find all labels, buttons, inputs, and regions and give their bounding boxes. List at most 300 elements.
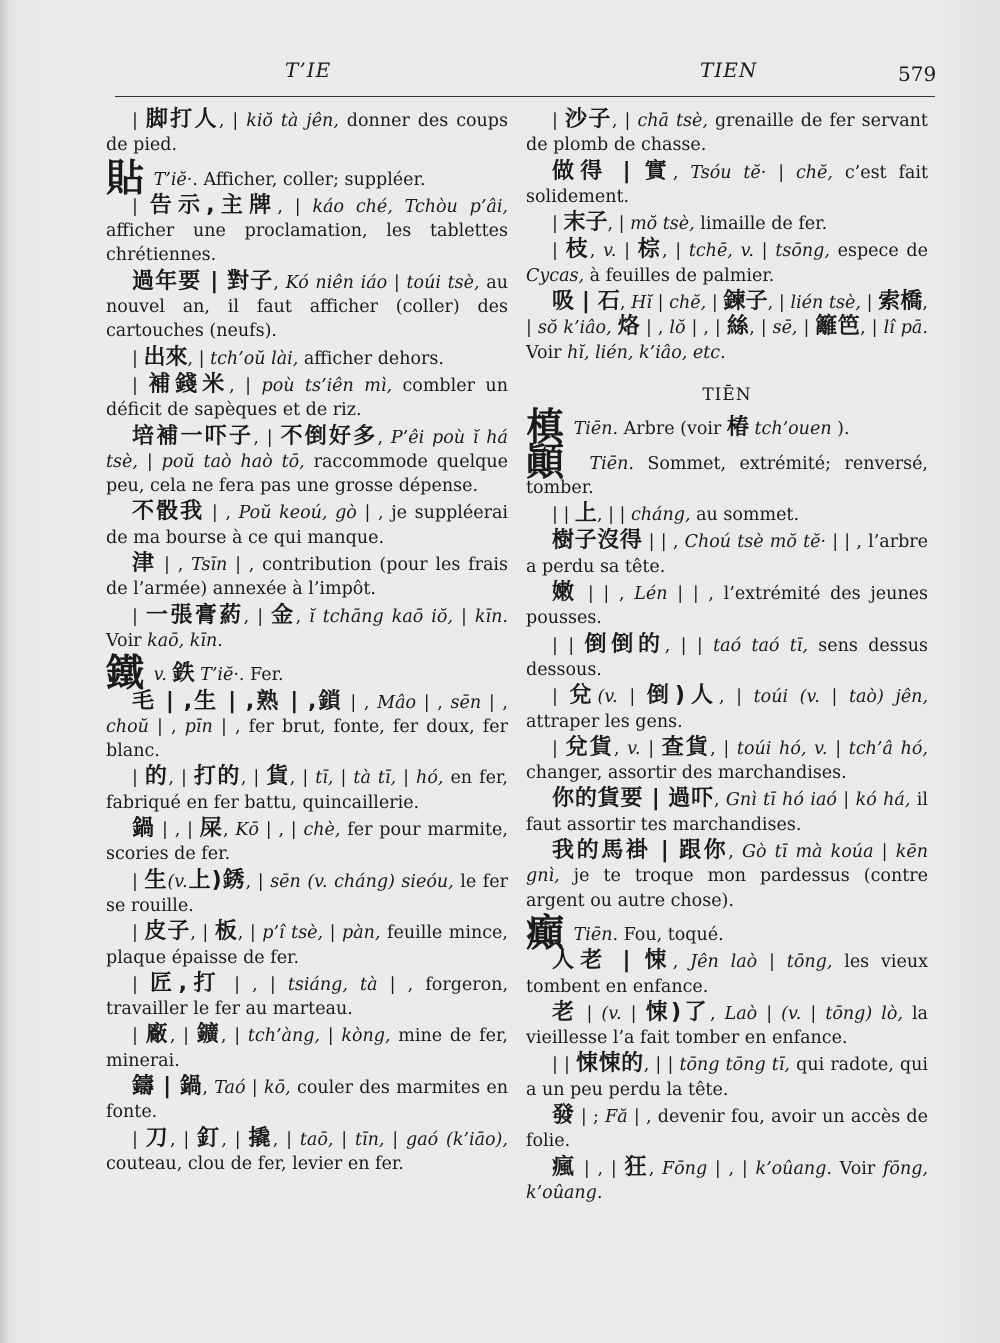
dictionary-entry	[106, 1127, 508, 1177]
chinese-text: 籬笆	[815, 314, 861, 340]
romanization: Mâo	[377, 692, 417, 713]
romanization: Fă	[605, 1106, 628, 1127]
definition-text: |	[757, 1003, 782, 1024]
definition-text: | , fer brut, fonte, fer doux, fer blanc.	[106, 716, 508, 762]
romanization: tà tī,	[353, 768, 397, 789]
romanization: Jên laò	[690, 952, 758, 973]
dictionary-entry	[106, 920, 508, 970]
romanization: Kó niên iáo | toúi tsè,	[285, 272, 480, 293]
chinese-text: 烙	[617, 314, 641, 340]
definition-text: mine de fer, minerai.	[106, 1026, 508, 1071]
definition-text: | , devenir fou, avoir un accès de folie.	[526, 1106, 928, 1152]
definition-text: ,	[619, 293, 632, 314]
chinese-text: 刀	[145, 1125, 170, 1151]
header-rule	[115, 96, 935, 97]
headword-character: 槙	[526, 405, 565, 450]
definition-text: |	[616, 241, 638, 262]
chinese-text: 鍋	[132, 816, 156, 842]
dictionary-entry	[526, 787, 928, 837]
definition-text: , |	[221, 1129, 249, 1150]
romanization: fōng, k’oûang.	[526, 1158, 928, 1203]
romanization: sē,	[772, 318, 798, 339]
definition-text: |	[552, 738, 566, 759]
chinese-text: 鑄 | 鍋	[132, 1073, 203, 1099]
romanization: cháng,	[630, 505, 691, 526]
romanization: poŭ taò haò tō,	[161, 451, 305, 472]
definition-text: donner des coups de pied.	[106, 111, 508, 156]
definition-text: en fer, fabriqué en fer battu, quincaillerie.	[106, 768, 508, 813]
definition-text: |	[323, 923, 343, 944]
definition-text: | ,	[416, 692, 451, 713]
dictionary-entry	[106, 194, 508, 268]
definition-text: , |	[272, 1129, 300, 1150]
definition-text: | ,	[342, 692, 378, 713]
running-header	[0, 58, 1000, 88]
romanization: P’êi poù ĭ há tsè,	[106, 427, 508, 472]
dictionary-entry	[526, 581, 928, 631]
definition-text: Voir	[831, 1158, 883, 1179]
chinese-text: 生	[144, 867, 168, 893]
chinese-text: 貨	[266, 764, 290, 790]
chinese-text: 倒倒的	[584, 631, 665, 657]
definition-text: | , forgeron, travailler le fer au marteau.	[106, 974, 509, 1020]
romanization: tsiáng, tà	[287, 974, 378, 995]
definition-text: |	[245, 1077, 265, 1098]
definition-text: |	[552, 687, 570, 708]
definition-text: Voir	[526, 342, 568, 363]
chinese-text: 悚)了	[645, 999, 711, 1025]
chinese-text: 板	[214, 919, 238, 945]
chinese-text: 不骰我	[132, 499, 205, 525]
dictionary-entry	[526, 290, 928, 365]
dictionary-entry	[106, 817, 508, 867]
definition-text: ,	[295, 606, 310, 627]
definition-text: je te troque mon pardessus (contre argent ou autre chose).	[526, 866, 928, 911]
chinese-text: 人老 | 悚	[552, 948, 673, 974]
romanization: sēn	[450, 692, 482, 713]
definition-text: |	[132, 1026, 146, 1047]
chinese-text: 沙子	[564, 107, 612, 132]
definition-text: |	[819, 687, 849, 708]
definition-text: ,	[273, 272, 286, 293]
romanization: pīn	[184, 716, 213, 737]
definition-text: au sommet.	[690, 505, 800, 526]
romanization: kaō, kīn.	[147, 630, 223, 651]
romanization: Tsīn	[191, 555, 228, 576]
romanization: tch’â hó,	[848, 738, 928, 759]
chinese-text: 嫩	[552, 580, 579, 606]
chinese-text: 兌貨	[565, 734, 614, 760]
romanization: Taó	[214, 1077, 246, 1098]
definition-text: | | ,	[642, 532, 685, 553]
chinese-text: 狂	[624, 1154, 649, 1180]
chinese-text: 培補一吓子	[132, 423, 254, 449]
romanization: tī,	[315, 768, 334, 789]
romanization: pàn,	[342, 923, 381, 944]
definition-text: à feuilles de palmier.	[584, 265, 775, 286]
definition-text: ).	[831, 419, 850, 440]
romanization: kō,	[264, 1077, 291, 1098]
definition-text: au nouvel an, il faut afficher (coller) des cartouches (neufs).	[106, 272, 508, 342]
dictionary-entry	[106, 373, 508, 423]
definition-text: | ,	[204, 503, 239, 524]
definition-text: changer, assortir des marchandises.	[526, 763, 847, 784]
headword-entry	[526, 910, 928, 955]
chinese-text: 瘋	[552, 1154, 577, 1180]
romanization: gaó (k’iāo),	[406, 1129, 508, 1150]
chinese-text: 老	[552, 999, 578, 1025]
definition-text: raccommode quelque peu, cela ne fera pas une grosse dépense.	[106, 451, 508, 497]
definition-text: , | |	[643, 1055, 680, 1076]
dictionary-entry	[526, 211, 928, 236]
definition-text: , |	[170, 1129, 198, 1150]
chinese-text: 釘	[197, 1125, 222, 1151]
romanization: kòng,	[341, 1026, 391, 1047]
definition-text: , |	[168, 768, 194, 789]
romanization: (v.	[781, 1003, 802, 1024]
definition-text	[576, 454, 590, 474]
dictionary-entry	[526, 633, 928, 683]
definition-text: ,	[710, 1003, 725, 1024]
definition-text: , |	[218, 111, 247, 131]
chinese-text: 告示,主牌	[149, 192, 278, 218]
definition-text: ,	[222, 820, 236, 841]
dictionary-entry	[106, 972, 508, 1022]
romanization: Choú tsè mŏ tĕ·	[684, 532, 827, 553]
romanization: ĭ tchāng kaō iŏ,	[309, 606, 453, 627]
romanization: tōng tōng tī,	[679, 1055, 790, 1076]
romanization: chā tsè,	[637, 111, 708, 131]
romanization: Tiēn.	[573, 924, 619, 945]
romanization: taò) jên,	[848, 687, 929, 708]
definition-text: |	[132, 974, 151, 995]
definition-text: | | , l’arbre a perdu sa tête.	[526, 532, 928, 577]
romanization: tsōng,	[775, 241, 830, 262]
romanization: lŏ	[669, 318, 686, 339]
left-column	[106, 108, 508, 1178]
definition-text: ,	[672, 952, 691, 973]
romanization: kīn.	[474, 606, 508, 627]
romanization: Tsóu tĕ·	[690, 162, 767, 183]
definition-text: | , |	[707, 1158, 756, 1179]
definition-text: | , |	[222, 974, 288, 995]
dictionary-entry	[526, 949, 928, 999]
definition-text: ,	[589, 241, 604, 262]
romanization: sŏ k’iâo,	[537, 318, 612, 339]
romanization: tōng) lò,	[825, 1003, 903, 1024]
definition-text: |	[836, 790, 856, 811]
definition-text: | , contribution (pour les frais de l’armée) annexée à l’impôt.	[106, 555, 508, 600]
page-number: 579	[898, 62, 937, 86]
dictionary-entry	[526, 160, 928, 210]
definition-text: | ,	[148, 716, 185, 737]
definition-text: |	[320, 1026, 342, 1047]
romanization: tōng,	[786, 952, 833, 973]
dictionary-entry	[106, 1023, 508, 1073]
headword-character: 癲	[526, 910, 565, 955]
dictionary-entry	[526, 1052, 928, 1102]
definition-text: , |	[253, 427, 281, 448]
romanization: sēn (v. cháng) sieóu,	[270, 871, 454, 892]
definition-text: espece de	[829, 241, 928, 262]
romanization: T’iĕ·	[200, 665, 239, 686]
definition-text: |	[132, 923, 145, 944]
chinese-text: 的	[144, 764, 169, 790]
definition-text: | , |	[576, 1158, 625, 1179]
romanization: (v.	[167, 871, 188, 892]
dictionary-entry	[526, 1156, 928, 1206]
definition-text: |	[706, 293, 724, 314]
chinese-text: 鉄	[172, 661, 195, 687]
romanization: mŏ tsè,	[630, 214, 695, 235]
dictionary-entry	[526, 736, 928, 786]
definition-text: |	[132, 768, 145, 789]
definition-text: | , |	[155, 820, 200, 841]
chinese-text: 一張膏葯	[145, 602, 244, 628]
definition-text: , |	[190, 923, 215, 944]
definition-text: |	[753, 241, 776, 262]
chinese-text: 悚悚的	[576, 1051, 644, 1077]
definition-text: |	[132, 606, 146, 627]
definition-text: | , |	[258, 820, 304, 841]
dictionary-entry	[106, 552, 508, 602]
definition-text: grenaille de fer servant de plomb de chasse.	[526, 111, 928, 156]
definition-text: Sommet, extrémité; renversé, tomber.	[526, 453, 928, 498]
definition-text: , |	[607, 214, 631, 235]
romanization: lî pā.	[883, 318, 928, 339]
definition-text: , |	[710, 738, 737, 759]
romanization: káo ché, Tchòu p’âi,	[312, 196, 508, 217]
definition-text: |	[396, 768, 417, 789]
definition-text: ,	[648, 1158, 662, 1179]
chinese-text: 毛 | ,生 | ,熟 | ,鎖	[132, 688, 343, 714]
romanization: poù ts’iên mì,	[261, 375, 393, 396]
page-binding-edge	[0, 0, 10, 1343]
dictionary-entry	[526, 529, 928, 579]
chinese-text: 倒)人	[646, 683, 719, 709]
definition-text: , |	[277, 196, 313, 217]
dictionary-entry	[106, 765, 508, 815]
definition-text: |	[651, 293, 670, 314]
romanization: k’oûang.	[755, 1158, 832, 1179]
dictionary-entry	[106, 270, 508, 344]
definition-text: |	[552, 111, 565, 131]
definition-text: |	[132, 196, 150, 217]
definition-text: Fou, toqué.	[618, 924, 724, 945]
definition-text: ,	[672, 162, 691, 183]
romanization: chĕ,	[795, 162, 833, 183]
chinese-text: 椿	[726, 415, 749, 441]
headword-character: 鐵	[106, 651, 145, 696]
romanization: Gò tī mà koúa	[741, 842, 874, 863]
chinese-text: 過年要 | 對子	[132, 268, 274, 294]
definition-text: |	[132, 871, 145, 892]
definition-text: | ,	[156, 555, 192, 576]
romanization: v.	[627, 738, 641, 759]
romanization: toúi hó, v.	[736, 738, 828, 759]
chinese-text: 皮子	[144, 919, 191, 945]
headword-character: 貼	[106, 155, 145, 200]
romanization: choŭ	[106, 716, 149, 737]
romanization: kēn gnì,	[526, 842, 928, 887]
definition-text: la vieillesse l’a fait tomber en enfance.	[526, 1003, 928, 1049]
definition-text: ,	[202, 1077, 215, 1098]
chinese-text: 吸 | 石	[552, 289, 620, 315]
chinese-text: 索橋	[878, 289, 923, 315]
romanization: Tiēn.	[573, 419, 619, 440]
definition-text: |	[757, 952, 787, 973]
definition-text: |	[384, 1129, 406, 1150]
dictionary-entry	[106, 346, 508, 371]
dictionary-entry	[106, 604, 508, 654]
romanization: tch’àng,	[247, 1026, 320, 1047]
definition-text: c’est fait solidement.	[526, 162, 928, 207]
romanization: chĕ,	[669, 293, 707, 314]
chinese-text: 金	[271, 602, 296, 628]
romanization: toúi (v.	[753, 687, 820, 708]
dictionary-entry	[526, 839, 928, 913]
definition-text: Arbre (voir	[618, 419, 727, 440]
definition-text: |	[333, 768, 354, 789]
chinese-text: 樹子沒得	[552, 528, 643, 554]
definition-text: , |	[767, 293, 791, 314]
chinese-text: 津	[132, 551, 157, 577]
definition-text: | |	[552, 1055, 577, 1076]
definition-text: | | ,	[578, 584, 635, 605]
definition-text: |	[453, 606, 475, 627]
definition-text: TIĒN	[702, 384, 752, 405]
definition-text: |	[766, 162, 796, 183]
dictionary-entry	[526, 684, 928, 734]
definition-text: |	[621, 1003, 646, 1024]
dictionary-entry	[106, 108, 508, 158]
definition-text: |	[132, 375, 149, 396]
chinese-text: 補錢米	[148, 371, 230, 397]
definition-text: , |	[526, 293, 928, 339]
romanization: Tiēn.	[589, 453, 634, 474]
definition-text: , | |	[596, 505, 631, 526]
romanization: chè,	[303, 820, 341, 841]
definition-text: | |	[552, 635, 585, 656]
romanization: taó taó tī,	[713, 635, 808, 656]
definition-text: ,	[713, 790, 726, 811]
definition-text: afficher dehors.	[298, 348, 444, 369]
chinese-text: 鑛	[196, 1022, 221, 1048]
headword-entry	[106, 651, 508, 696]
romanization: tīn,	[354, 1129, 385, 1150]
section-heading	[526, 383, 928, 407]
definition-text: |	[137, 451, 162, 472]
definition-text: |	[132, 1129, 146, 1150]
romanization: taō,	[299, 1129, 334, 1150]
romanization: Fōng	[662, 1158, 708, 1179]
definition-text: |	[797, 318, 816, 339]
romanization: (v.	[601, 1003, 622, 1024]
definition-text: couler des marmites en fonte.	[106, 1077, 508, 1123]
chinese-text: 發	[552, 1102, 575, 1128]
definition-text: , |	[611, 111, 638, 131]
definition-text: qui radote, qui a un peu perdu la tête.	[526, 1055, 928, 1100]
definition-text: . Fer.	[238, 665, 284, 686]
definition-text: |	[827, 738, 849, 759]
definition-text: ,	[377, 427, 391, 448]
romanization: Lén	[634, 584, 668, 605]
header-right-guide-word: TIEN	[700, 58, 758, 82]
definition-text: , |	[289, 768, 316, 789]
definition-text: combler un déficit de sapèques et de riz.	[106, 375, 508, 421]
romanization: kó há,	[855, 790, 911, 811]
romanization: hĭ, lién, k’iâo, etc.	[567, 342, 726, 363]
dictionary-entry	[106, 1075, 508, 1125]
definition-text: |	[132, 111, 146, 131]
dictionary-entry	[526, 1104, 928, 1154]
definition-text: , |	[229, 375, 262, 396]
romanization: Gnì tī hó iaó	[725, 790, 837, 811]
definition-text: les vieux tombent en enfance.	[526, 952, 928, 997]
romanization: T’iĕ·	[153, 169, 193, 190]
definition-text: |	[552, 241, 566, 262]
chinese-text: 打的	[193, 764, 241, 790]
romanization: tchē, v.	[688, 241, 754, 262]
dictionary-entry	[526, 502, 928, 527]
romanization: p’î tsè,	[262, 923, 324, 944]
chinese-text: 兌	[569, 683, 598, 709]
dictionary-entry	[106, 500, 508, 550]
romanization: Kō	[235, 820, 259, 841]
dictionary-entry	[526, 108, 928, 158]
header-left-guide-word: T’IE	[285, 58, 332, 82]
romanization: lién tsè,	[790, 293, 861, 314]
chinese-text: 枝	[565, 237, 590, 263]
chinese-text: 查貨	[661, 734, 711, 760]
definition-text: | | , l’extrémité des jeunes pousses.	[526, 584, 928, 629]
definition-text: feuille mince, plaque épaisse de fer.	[106, 923, 508, 968]
definition-text: , |	[169, 1026, 197, 1047]
chinese-text: 廠	[145, 1022, 170, 1048]
definition-text: | , |	[685, 318, 727, 339]
definition-text: , |	[661, 241, 689, 262]
chinese-text: 末子	[563, 210, 608, 236]
chinese-text: 棕	[637, 237, 662, 263]
chinese-text: 上	[574, 501, 597, 527]
definition-text: |	[801, 1003, 826, 1024]
definition-text: , |	[220, 1026, 248, 1047]
definition-text: |	[640, 738, 662, 759]
headword-entry	[526, 405, 928, 450]
definition-text: , |	[749, 318, 773, 339]
definition-text: , |	[187, 348, 211, 369]
definition-text: | ;	[574, 1106, 606, 1127]
chinese-text: 鍊子	[723, 289, 768, 315]
headword-entry	[526, 439, 928, 501]
romanization: Cycas,	[526, 265, 585, 286]
definition-text: . Afficher, coller; suppléer.	[192, 169, 426, 190]
headword-entry	[106, 155, 508, 200]
romanization: v.	[153, 665, 167, 686]
definition-text: attraper les gens.	[526, 711, 683, 732]
chinese-text: 我的馬褂 | 跟你	[552, 838, 729, 864]
definition-text: il faut assortir tes marchandises.	[526, 790, 928, 835]
romanization: Laò	[724, 1003, 758, 1024]
romanization: (v.	[597, 687, 618, 708]
chinese-text: 絲	[726, 314, 750, 340]
chinese-text: 做得 | 實	[552, 158, 673, 184]
chinese-text: 屎	[199, 816, 223, 842]
romanization: v.	[603, 241, 617, 262]
chinese-text: 撬	[248, 1125, 273, 1151]
definition-text: couteau, clou de fer, levier en fer.	[106, 1153, 404, 1174]
definition-text: | |	[552, 505, 575, 526]
